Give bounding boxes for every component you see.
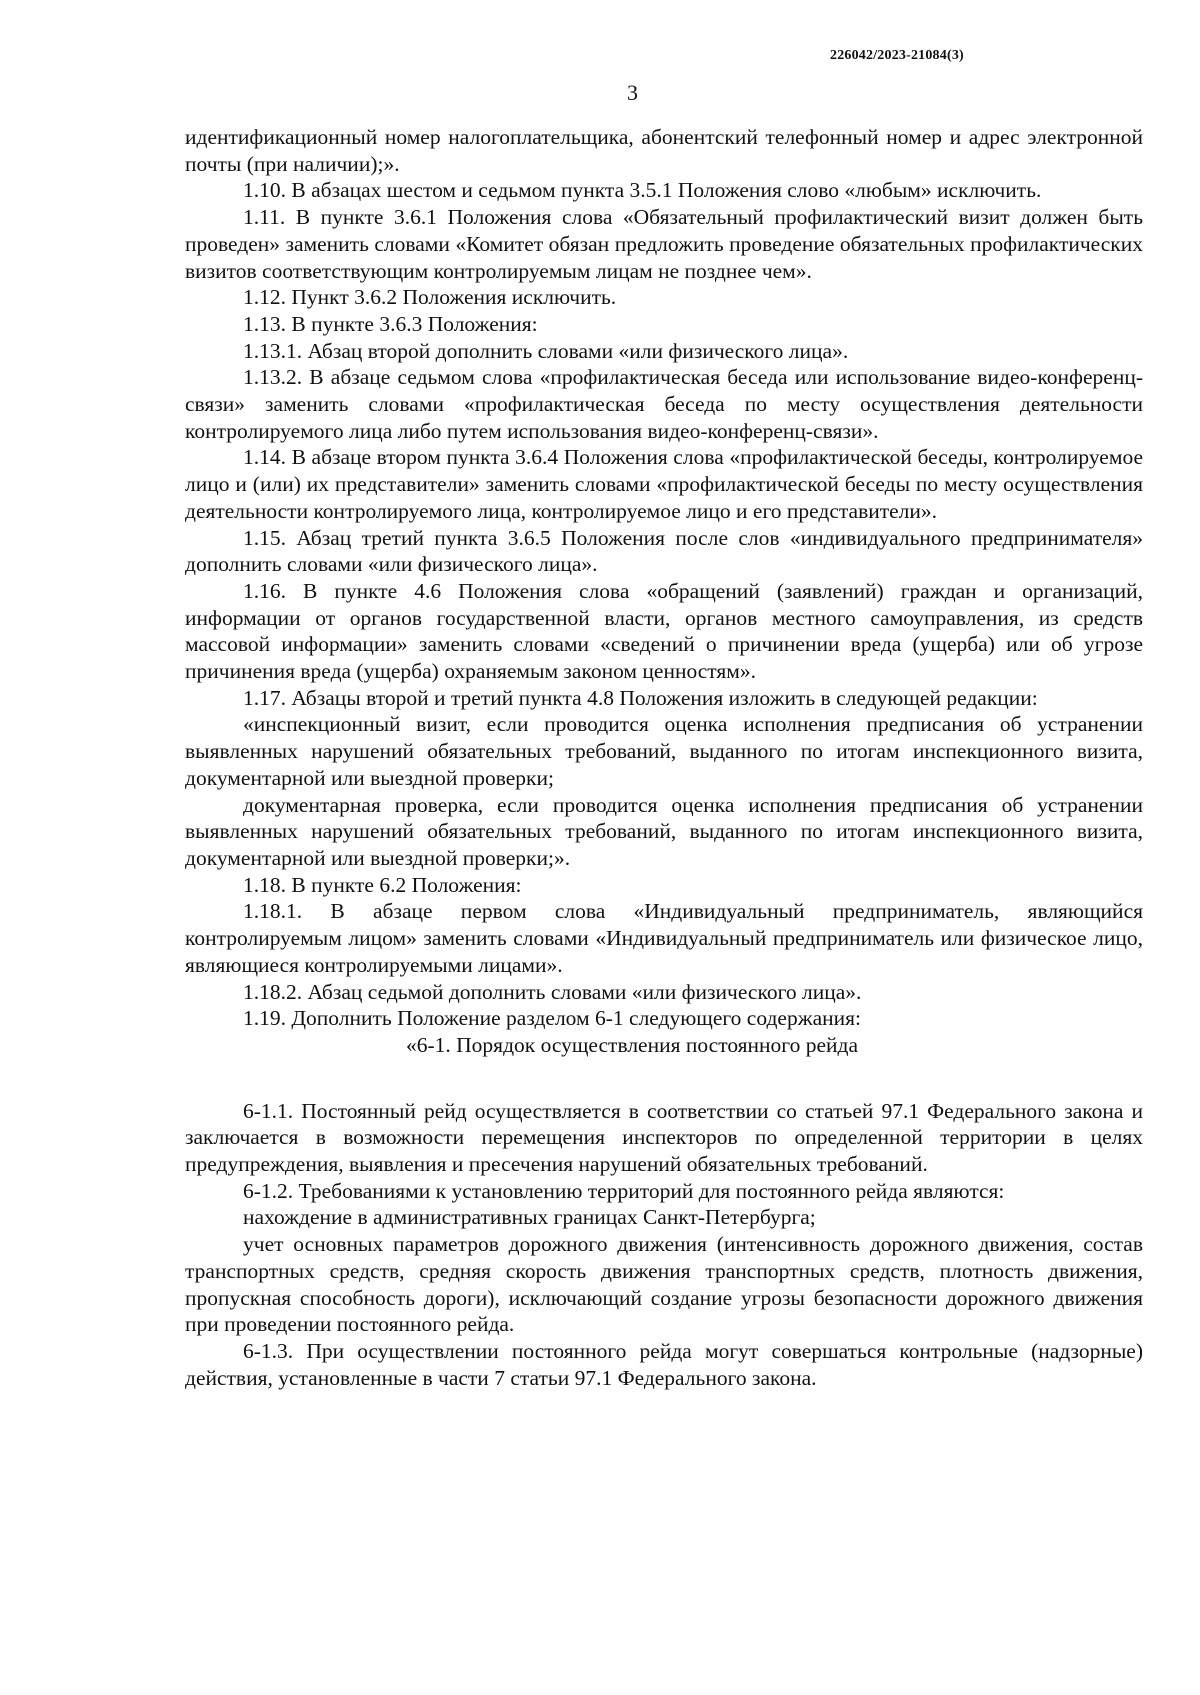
paragraph-continuation: идентификационный номер налогоплательщика, абонентский телефонный номер и адрес электронной почты (при наличии);». [185, 125, 1143, 176]
paragraph-1-18-2: 1.18.2. Абзац седьмой дополнить словами «или физического лица». [243, 979, 862, 1004]
paragraph-1-11: 1.11. В пункте 3.6.1 Положения слова «Обязательный профилактический визит должен быть проведен» заменить словами «Комитет обязан предложить проведение обязательных профилактических визитов соответствующим контролируемым лицам не позднее чем». [185, 205, 1143, 283]
paragraph-1-10: 1.10. В абзацах шестом и седьмом пункта 3.5.1 Положения слово «любым» исключить. [243, 178, 1042, 203]
paragraph-traffic-parameters: учет основных параметров дорожного движения (интенсивность дорожного движения, состав транспортных средств, средняя скорость движения транспортных средств, плотность движения, пропускная способность дороги), исключающий создание угрозы безопасности дорожного движения при проведении постоянного рейда. [185, 1232, 1143, 1337]
document-body [185, 124, 1143, 1391]
page-number: 3 [627, 80, 638, 105]
paragraph-1-12: 1.12. Пункт 3.6.2 Положения исключить. [243, 285, 617, 310]
paragraph-1-13: 1.13. В пункте 3.6.3 Положения: [243, 311, 538, 336]
paragraph-1-14: 1.14. В абзаце втором пункта 3.6.4 Положения слова «профилактической беседы, контролируемое лицо и (или) их представители» заменить словами «профилактической беседы по месту осуществления деятельности контролируемого лица, контролируемое лицо и его представители». [185, 445, 1143, 523]
section-6-1-heading: «6-1. Порядок осуществления постоянного рейда [406, 1032, 858, 1057]
paragraph-6-1-2: 6-1.2. Требованиями к установлению территорий для постоянного рейда являются: [243, 1178, 1005, 1203]
paragraph-1-19: 1.19. Дополнить Положение разделом 6-1 следующего содержания: [243, 1006, 861, 1031]
paragraph-territory-location: нахождение в административных границах Санкт-Петербурга; [243, 1205, 816, 1230]
paragraph-1-18: 1.18. В пункте 6.2 Положения: [243, 872, 522, 897]
paragraph-inspection-visit: «инспекционный визит, если проводится оценка исполнения предписания об устранении выявленных нарушений обязательных требований, выданного по итогам инспекционного визита, документарной или выездной проверки; [185, 712, 1143, 790]
paragraph-documentary-check: документарная проверка, если проводится оценка исполнения предписания об устранении выявленных нарушений обязательных требований, выданного по итогам инспекционного визита, документарной или выездной проверки;». [185, 792, 1143, 870]
paragraph-1-18-1: 1.18.1. В абзаце первом слова «Индивидуальный предприниматель, являющийся контролируемым лицом» заменить словами «Индивидуальный предприниматель или физическое лицо, являющиеся контролируемыми лицами». [185, 899, 1143, 977]
paragraph-1-16: 1.16. В пункте 4.6 Положения слова «обращений (заявлений) граждан и организаций, информации от органов государственной власти, органов местного самоуправления, из средств массовой информации» заменить словами «сведений о причинении вреда (ущерба) или об угрозе причинения вреда (ущерба) охраняемым законом ценностям». [185, 578, 1143, 684]
paragraph-1-17: 1.17. Абзацы второй и третий пункта 4.8 Положения изложить в следующей редакции: [243, 685, 1038, 710]
paragraph-6-1-1: 6-1.1. Постоянный рейд осуществляется в соответствии со статьей 97.1 Федерального закона и заключается в возможности перемещения инспекторов по определенной территории в целях предупреждения, выявления и пресечения нарушений обязательных требований. [185, 1098, 1143, 1177]
paragraph-1-15: 1.15. Абзац третий пункта 3.6.5 Положения после слов «индивидуального предпринимателя» дополнить словами «или физического лица». [185, 525, 1143, 577]
paragraph-6-1-3: 6-1.3. При осуществлении постоянного рейда могут совершаться контрольные (надзорные) действия, установленные в части 7 статьи 97.1 Федерального закона. [185, 1338, 1143, 1390]
paragraph-1-13-2: 1.13.2. В абзаце седьмом слова «профилактическая беседа или использование видео-конференц-связи» заменить словами «профилактическая беседа по месту осуществления деятельности контролируемого лица либо путем использования видео-конференц-связи». [185, 365, 1143, 443]
paragraph-1-13-1: 1.13.1. Абзац второй дополнить словами «или физического лица». [243, 338, 849, 363]
document-registration-number: 226042/2023-21084(3) [830, 48, 964, 63]
